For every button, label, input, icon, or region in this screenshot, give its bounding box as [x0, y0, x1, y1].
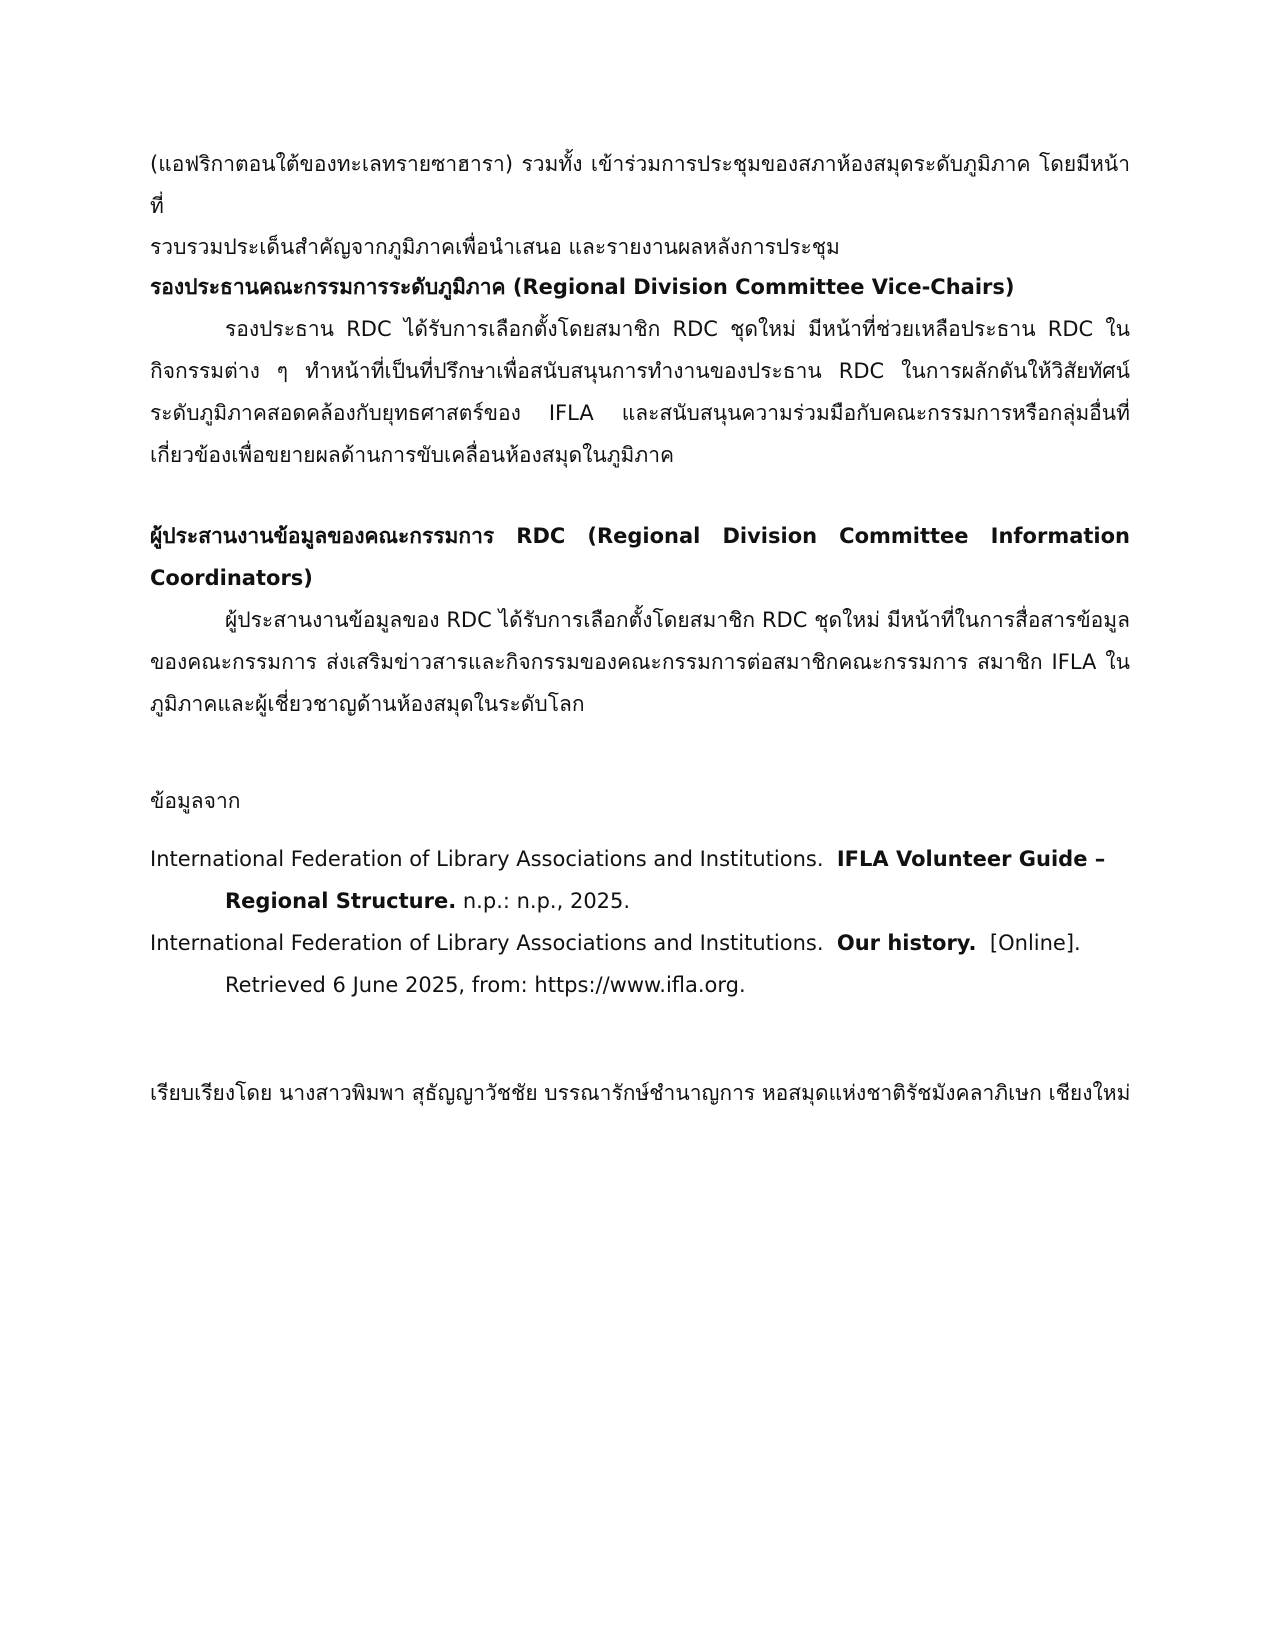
vice-chairs-heading: รองประธานคณะกรรมการระดับภูมิภาค (Regional Division Committee Vice-Chairs) [150, 275, 1015, 299]
compiled-by-section [150, 1072, 1130, 1114]
reference-2-continuation [150, 964, 1130, 1006]
intro-line-2: รวบรวมประเด็นสำคัญจากภูมิภาคเพื่อนำเสนอ และรายงานผลหลังการประชุม [150, 235, 840, 259]
intro-paragraph [150, 143, 1130, 268]
reference-2-medium: [Online]. [989, 931, 1081, 955]
reference-1-title-part1: IFLA Volunteer Guide – [836, 847, 1106, 871]
reference-1 [150, 838, 1130, 880]
reference-2-author: International Federation of Library Associations and Institutions. [150, 931, 824, 955]
info-coordinators-body: ผู้ประสานงานข้อมูลของ RDC ได้รับการเลือกตั้งโดยสมาชิก RDC ชุดใหม่ มีหน้าที่ในการสื่อสารข้อมูลของคณะกรรมการ ส่งเสริมข่าวสารและกิจกรรมของคณะกรรมการต่อสมาชิกคณะกรรมการ สมาชิก IFLA ในภูมิภาคและผู้เชี่ยวชาญด้านห้องสมุดในระดับโลก [150, 608, 1130, 716]
vice-chairs-section [150, 266, 1130, 476]
vice-chairs-body: รองประธาน RDC ได้รับการเลือกตั้งโดยสมาชิก RDC ชุดใหม่ มีหน้าที่ช่วยเหลือประธาน RDC ในกิจกรรมต่าง ๆ ทำหน้าที่เป็นที่ปรึกษาเพื่อสนับสนุนการทำงานของประธาน RDC ในการผลักดันให้วิสัยทัศน์ระดับภูมิภาคสอดคล้องกับยุทธศาสตร์ของ IFLA และสนับสนุนความร่วมมือกับคณะกรรมการหรือกลุ่มอื่นที่เกี่ยวข้องเพื่อขยายผลด้านการขับเคลื่อนห้องสมุดในภูมิภาค [150, 317, 1130, 467]
sources-label: ข้อมูลจาก [150, 789, 241, 813]
reference-1-tail: n.p.: n.p., 2025. [462, 889, 631, 913]
info-coordinators-section [150, 515, 1130, 725]
info-coordinators-heading: ผู้ประสานงานข้อมูลของคณะกรรมการ RDC (Regional Division Committee Information Coordinators) [150, 524, 1130, 590]
reference-1-title-part2: Regional Structure. [225, 889, 457, 913]
reference-2-tail: Retrieved 6 June 2025, from: https://www.ifla.org. [225, 973, 746, 997]
reference-1-continuation [150, 880, 1130, 922]
sources-section [150, 780, 1130, 822]
reference-1-author: International Federation of Library Associations and Institutions. [150, 847, 824, 871]
reference-list [150, 838, 1130, 1006]
compiled-by: เรียบเรียงโดย นางสาวพิมพา สุธัญญาวัชชัย บรรณารักษ์ชำนาญการ หอสมุดแห่งชาติรัชมังคลาภิเษก เชียงใหม่ [150, 1081, 1131, 1105]
reference-2-title: Our history. [836, 931, 977, 955]
intro-line-1: (แอฟริกาตอนใต้ของทะเลทรายซาฮารา) รวมทั้ง เข้าร่วมการประชุมของสภาห้องสมุดระดับภูมิภาค โดยมีหน้าที่ [150, 152, 1130, 218]
reference-2 [150, 922, 1130, 964]
